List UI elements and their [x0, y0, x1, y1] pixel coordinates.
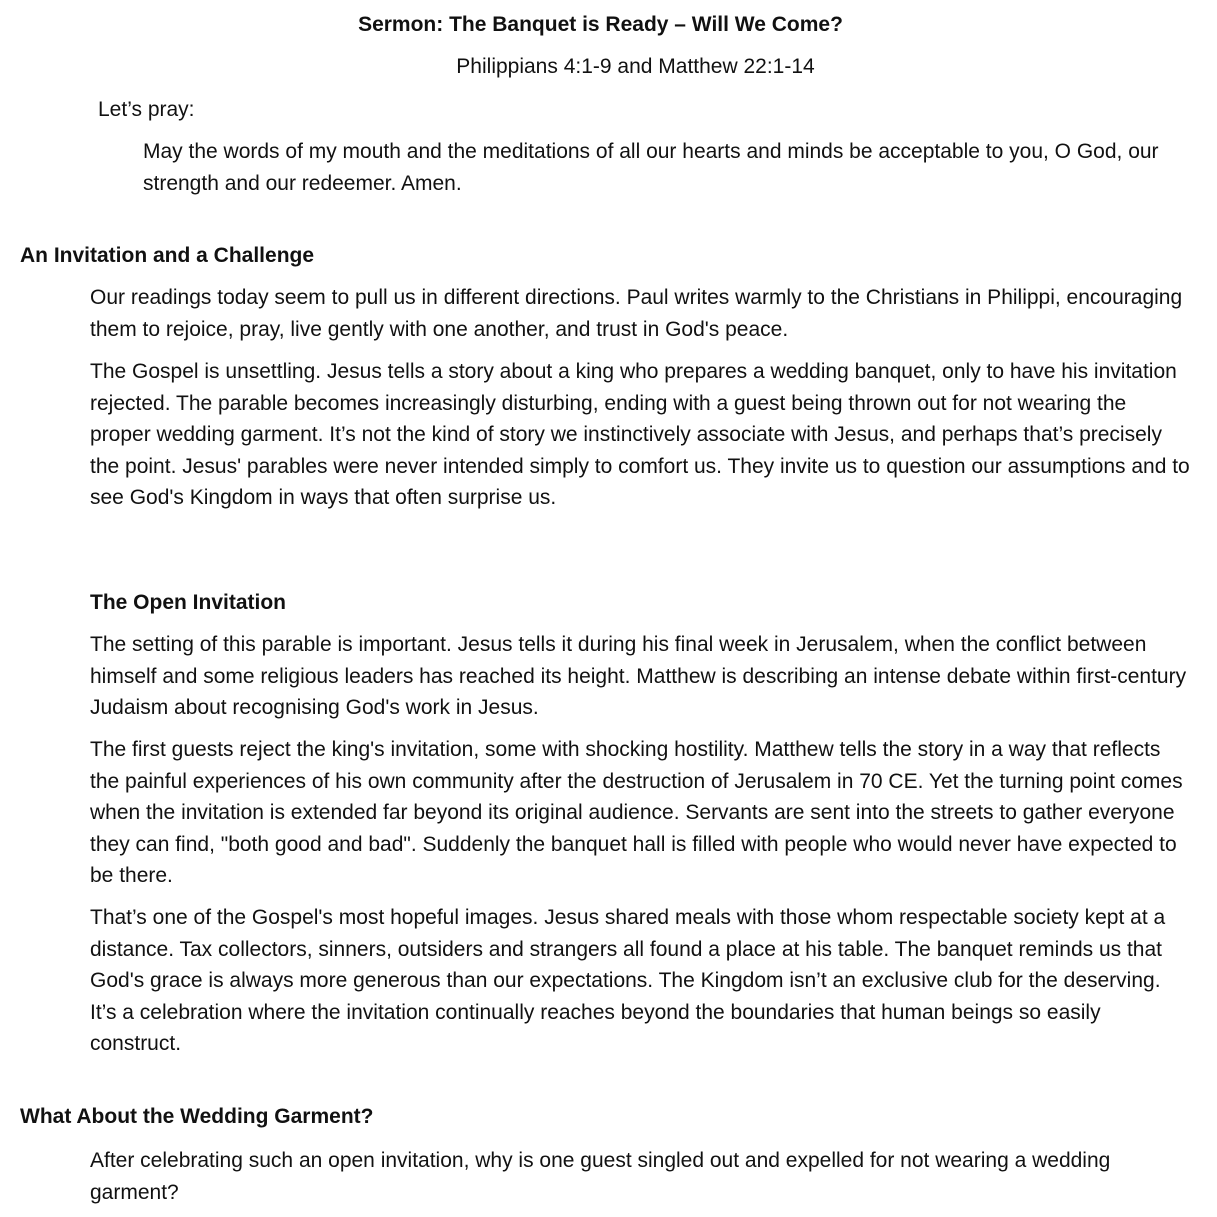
scripture-reference: Philippians 4:1-9 and Matthew 22:1-14 [456, 55, 815, 78]
section-heading-open-invitation: The Open Invitation [90, 591, 287, 614]
prayer-label: Let’s pray: [98, 98, 195, 121]
paragraph: Our readings today seem to pull us in different directions. Paul writes warmly to the Christians in Philippi, encouraging them to rejoice, pray, live gently with one another, and trust in God's peace. [90, 286, 1183, 341]
paragraph: The first guests reject the king's invitation, some with shocking hostility. Matthew tells the story in a way that reflects the painful experiences of his own community after the destruction of Jerusalem in 70 CE. Yet the turning point comes when the invitation is extended far beyond its original audience. Servants are sent into the streets to gather everyone they can find, "both good and bad". Suddenly the banquet hall is filled with people who would never have expected to be there. [90, 738, 1183, 887]
paragraph: That’s one of the Gospel's most hopeful images. Jesus shared meals with those whom respectable society kept at a distance. Tax collectors, sinners, outsiders and strangers all found a place at his table. The banquet reminds us that God's grace is always more generous than our expectations. The Kingdom isn’t an exclusive club for the deserving. It’s a celebration where the invitation continually reaches beyond the boundaries that human beings so easily construct. [90, 906, 1166, 1055]
prayer-text: May the words of my mouth and the meditations of all our hearts and minds be acceptable to you, O God, our strength and our redeemer. Amen. [143, 140, 1159, 195]
paragraph: The setting of this parable is important. Jesus tells it during his final week in Jerusalem, when the conflict between himself and some religious leaders has reached its height. Matthew is describing an intense debate within first-century Judaism about recognising God's work in Jesus. [90, 633, 1187, 719]
paragraph: The Gospel is unsettling. Jesus tells a story about a king who prepares a wedding banquet, only to have his invitation rejected. The parable becomes increasingly disturbing, ending with a guest being thrown out for not wearing the proper wedding garment. It’s not the kind of story we instinctively associate with Jesus, and perhaps that’s precisely the point. Jesus' parables were never intended simply to comfort us. They invite us to question our assumptions and to see God's Kingdom in ways that often surprise us. [90, 360, 1190, 509]
sermon-title: Sermon: The Banquet is Ready – Will We Come? [358, 13, 843, 36]
section-heading-wedding-garment: What About the Wedding Garment? [20, 1105, 374, 1128]
section-heading-invitation: An Invitation and a Challenge [20, 244, 315, 267]
paragraph: After celebrating such an open invitation, why is one guest singled out and expelled for not wearing a wedding garment? [90, 1149, 1111, 1204]
